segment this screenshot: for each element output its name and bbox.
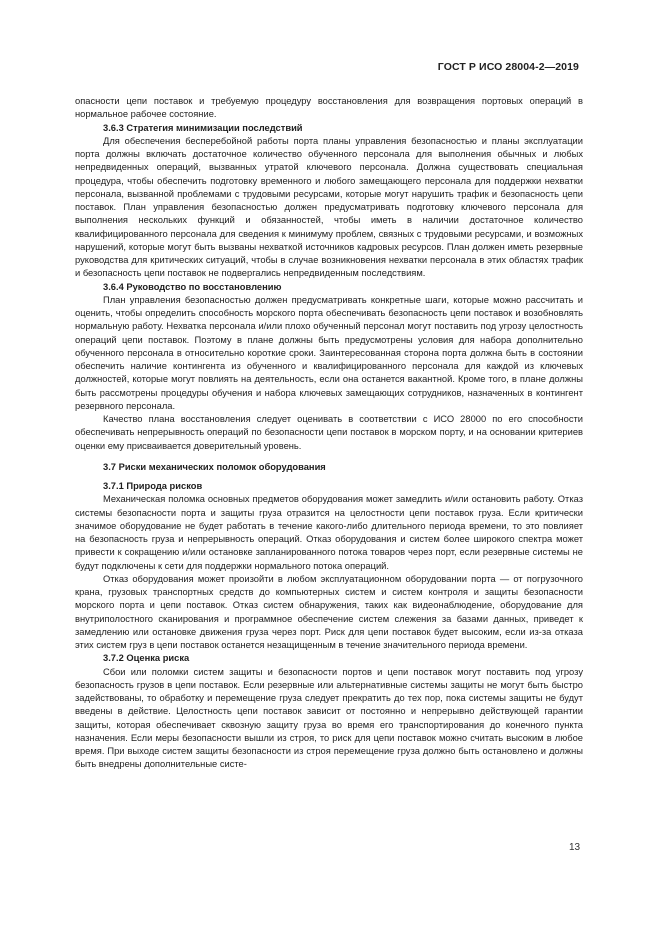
heading-3-7-1: 3.7.1 Природа рисков	[103, 481, 203, 491]
document-body	[75, 95, 583, 772]
heading-3-7-2: 3.7.2 Оценка риска	[103, 653, 190, 664]
paragraph-3-6-3: Для обеспечения бесперебойной работы порта планы управления безопасностью и планы эксплуатации порта должны включать достаточное количество обученного персонала для выполнения обычных и любых непредвиденных операций, вызванных утратой ключевого персонала. Должна существовать специальная процедура, чтобы обеспечить подготовку временного и любого замещающего персонала для поддержки нехватки персонала, вызванной проблемами с трудовыми ресурсами, которые могут нарушить трафик и безопасность цепи поставок. План управления безопасностью должен предусматривать подготовку ключевого персонала для выполнения нескольких функций и обязанностей, чтобы иметь в наличии достаточное количество квалифицированного персонала для сведения к минимуму проблем, связных с трудовыми ресурсами, и возможных нарушений, которые могут быть вызваны нехваткой источников кадровых ресурсов. План должен иметь резервные руководства для критических ситуаций, чтобы в случае возникновения нехватки персонала в этих областях трафик и безопасность цепи поставок не подвергались непредвиденным последствиям.	[75, 135, 583, 279]
heading-3-7: 3.7 Риски механических поломок оборудования	[103, 461, 326, 472]
page-number: 13	[569, 842, 581, 853]
heading-3-6-4: 3.6.4 Руководство по восстановлению	[103, 281, 282, 292]
paragraph-continuation: опасности цепи поставок и требуемую процедуру восстановления для возвращения портовых операций в нормальное рабочее состояние.	[75, 96, 583, 120]
paragraph-3-6-4-a: План управления безопасностью должен предусматривать конкретные шаги, которые можно рассчитать и оценить, чтобы определить способность морского порта обеспечивать безопасность цепи поставок и возобновлять нормальную работу. Нехватка персонала и/или плохо обученный персонал могут поставить под угрозу целостность операций цепи поставок. Поэтому в плане должны быть предусмотрены условия для набора дополнительно обученного персонала в относительно короткие сроки. Заинтересованная сторона порта должна быть в состоянии обеспечить наличие контингента из обученного и квалифицированного персонала для каждой из ключевых должностей, которые могут повлиять на деятельность, если она останется вакантной. Кроме того, в плане должны быть рассмотрены процедуры обучения и набора ключевых замещающих сотрудников, назначенных в контингент резервного персонала.	[75, 294, 583, 411]
document-header: ГОСТ Р ИСО 28004-2—2019	[437, 61, 579, 73]
heading-3-6-3: 3.6.3 Стратегия минимизации последствий	[103, 122, 303, 133]
paragraph-3-6-4-b: Качество плана восстановления следует оценивать в соответствии с ИСО 28000 по его способности обеспечивать непрерывность операций по безопасности цепи поставок в морском порту, и на основании критериев оценки ему присваивается доверительный уровень.	[75, 414, 583, 451]
paragraph-3-7-2: Сбои или поломки систем защиты и безопасности портов и цепи поставок могут поставить под угрозу безопасность грузов в цепи поставок. Если резервные или альтернативные системы защиты не могут быть быстро задействованы, то обработку и перемещение груза следует прекратить до тех пор, пока системы защиты не будут введены в действие. Целостность цепи поставок зависит от постоянно и непрерывно действующей гарантии защиты, которая обеспечивает сквозную защиту груза во время его транспортирования до конечного пункта назначения. Если меры безопасности вышли из строя, то риск для цепи поставок можно считать высоким в любое время. При выходе систем защиты безопасности из строя перемещение груза должно быть остановлено и должны быть внедрены дополнительные систе-	[75, 666, 583, 770]
paragraph-3-7-1-a: Механическая поломка основных предметов оборудования может замедлить и/или остановить работу. Отказ системы безопасности порта и защиты груза отразится на целостности цепи поставок груза. Если критически значимое оборудование не будет работать в течение какого-либо длительного периода времени, то это повлияет на безопасность груза и непрерывность операций. Отказ оборудования и систем более широкого спектра может привести к сокращению и/или остановке запланированного потока товаров через порт, если резервные системы не будут подключены к сети для поддержки нормального потока операций.	[75, 494, 583, 571]
paragraph-3-7-1-b: Отказ оборудования может произойти в любом эксплуатационном оборудовании порта — от погрузочного крана, грузовых транспортных средств до компьютерных систем и систем контроля и защиты безопасности морского порта и цепи поставок. Отказ систем обнаружения, таких как видеонаблюдение, оборудование для внутриполостного сканирования и программное обеспечение систем слежения за базами данных, приведет к замедлению или остановке движения груза через порт. Риск для цепи поставок будет высоким, если из-за отказа этих систем груз в цепи поставок останется незащищенным в течение значительного периода времени.	[75, 573, 583, 650]
